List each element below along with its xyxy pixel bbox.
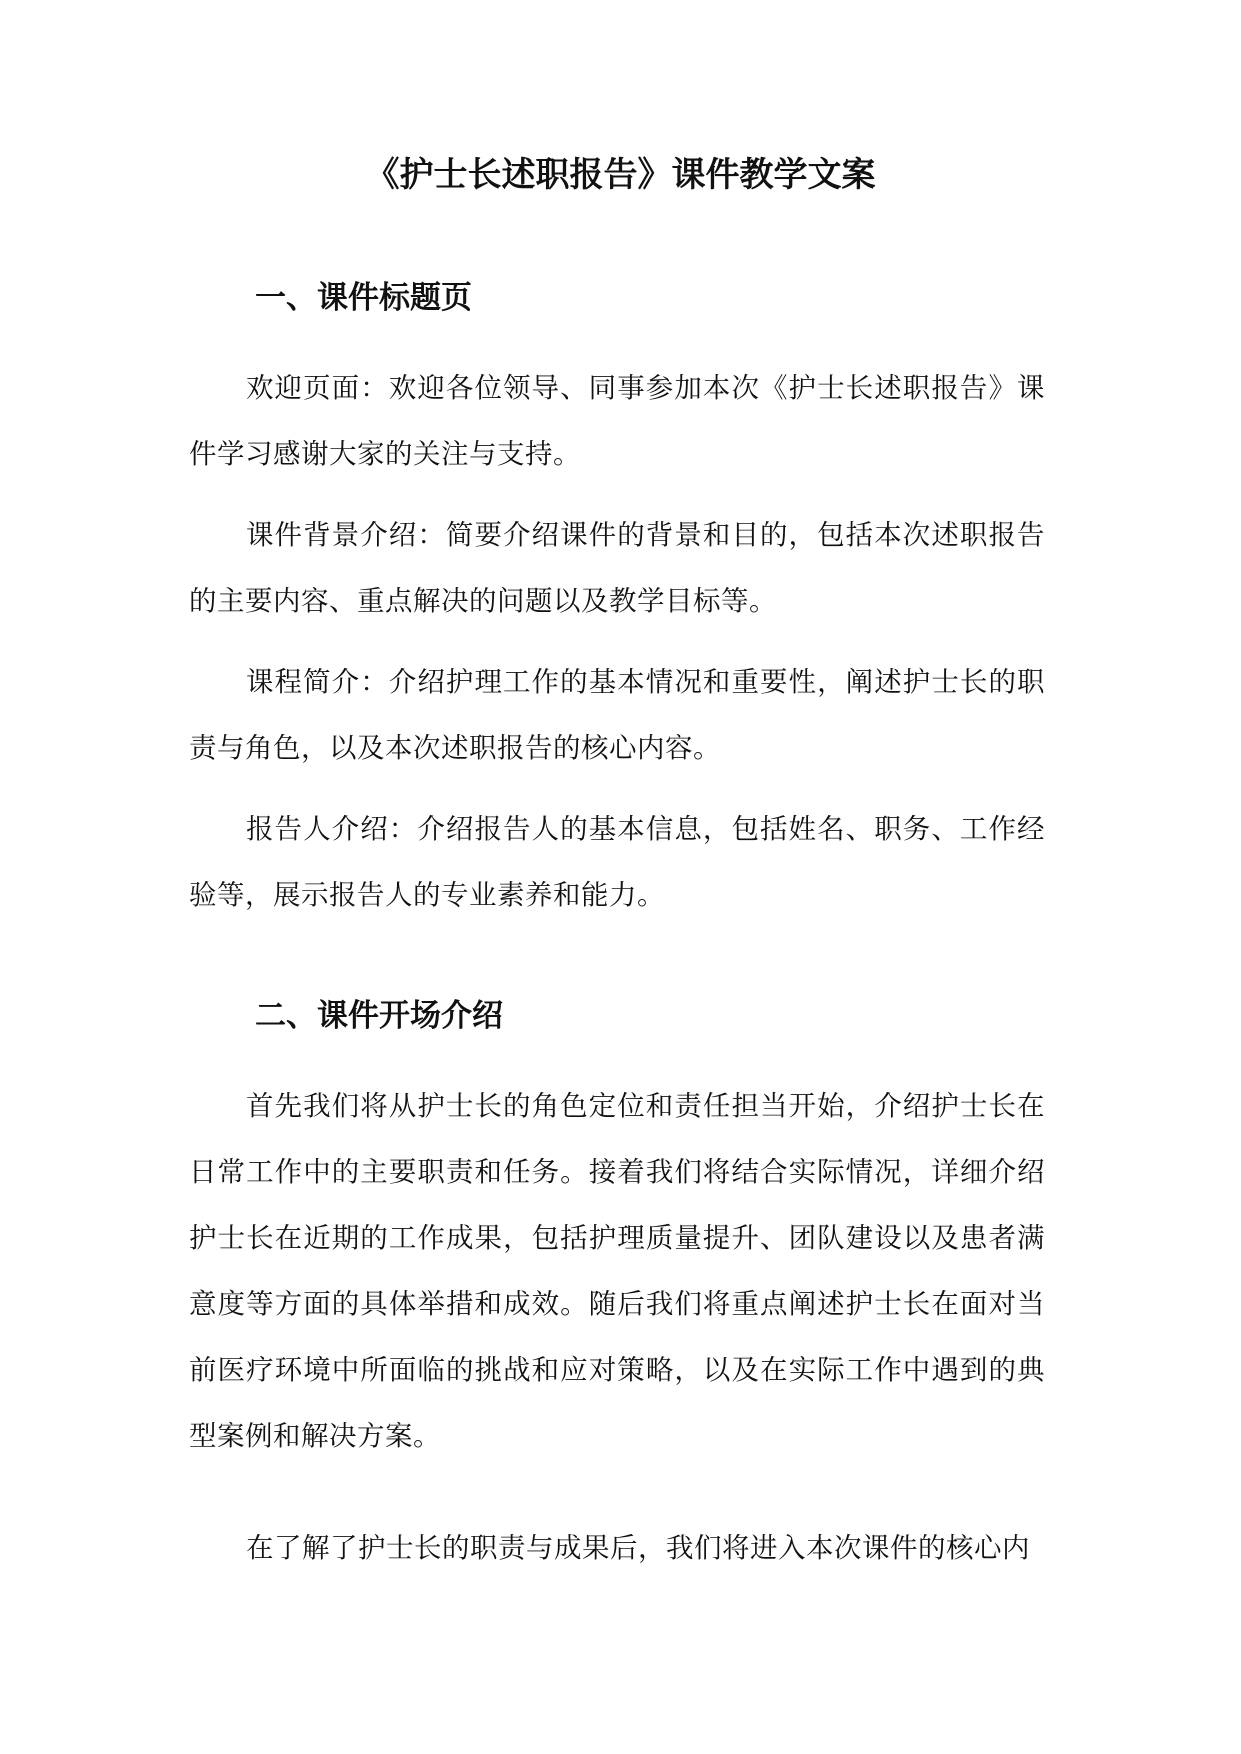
section-heading-1: 一、课件标题页 bbox=[255, 280, 472, 316]
paragraph-background: 课件背景介绍：简要介绍课件的背景和目的，包括本次述职报告的主要内容、重点解决的问题以及教学目标等。 bbox=[189, 519, 1045, 617]
paragraph-continuation: 在了解了护士长的职责与成果后，我们将进入本次课件的核心内 bbox=[246, 1532, 1030, 1564]
document-title: 《护士长述职报告》课件教学文案 bbox=[365, 155, 876, 195]
paragraph-welcome: 欢迎页面：欢迎各位领导、同事参加本次《护士长述职报告》课件学习感谢大家的关注与支持。 bbox=[189, 372, 1045, 470]
paragraph-reporter-intro: 报告人介绍：介绍报告人的基本信息，包括姓名、职务、工作经验等，展示报告人的专业素养和能力。 bbox=[189, 813, 1045, 911]
section-heading-2: 二、课件开场介绍 bbox=[255, 998, 503, 1034]
paragraph-course-intro: 课程简介：介绍护理工作的基本情况和重要性，阐述护士长的职责与角色，以及本次述职报告的核心内容。 bbox=[189, 666, 1045, 764]
paragraph-opening: 首先我们将从护士长的角色定位和责任担当开始，介绍护士长在日常工作中的主要职责和任务。接着我们将结合实际情况，详细介绍护士长在近期的工作成果，包括护理质量提升、团队建设以及患者满意度等方面的具体举措和成效。随后我们将重点阐述护士长在面对当前医疗环境中所面临的挑战和应对策略，以及在实际工作中遇到的典型案例和解决方案。 bbox=[189, 1090, 1045, 1452]
